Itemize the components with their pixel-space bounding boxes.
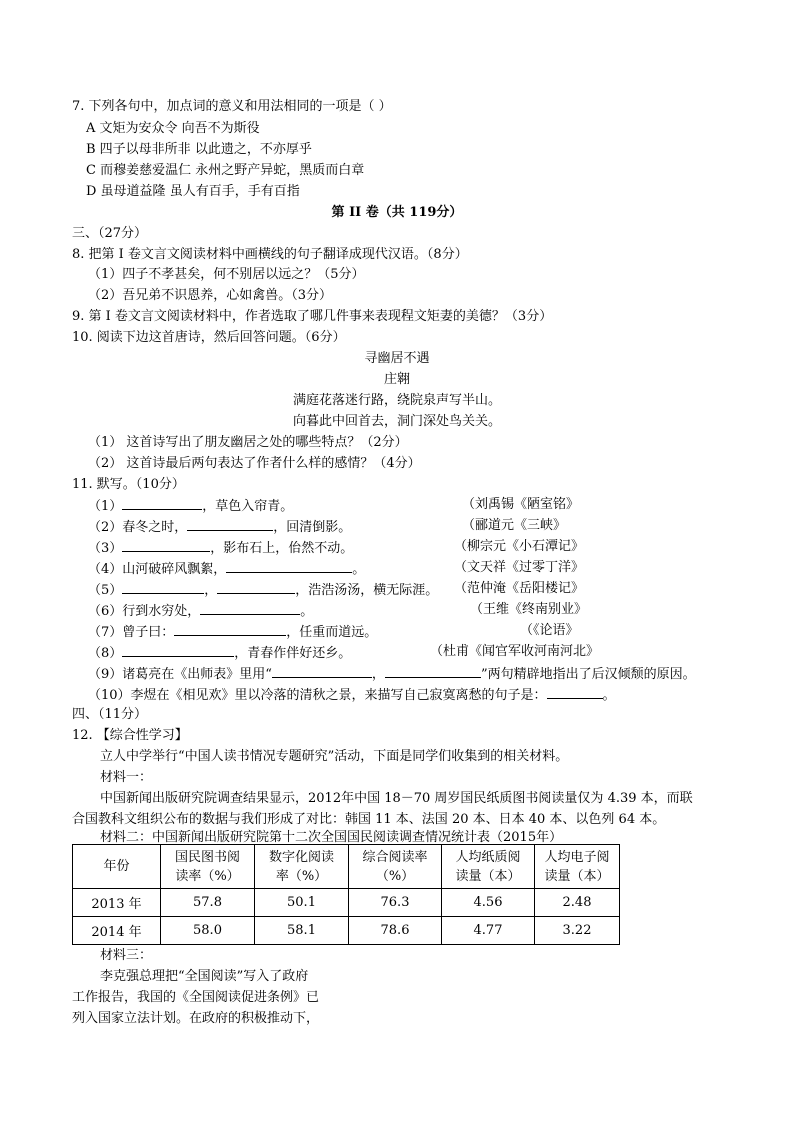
table-row: [73, 917, 620, 945]
q10-item-1: （1） 这首诗写出了朋友幽居之处的哪些特点？（2分）: [88, 435, 408, 450]
poem-title: 寻幽居不遇: [364, 351, 430, 366]
table-cell: 50.1: [255, 889, 349, 917]
table-header-row: [73, 845, 620, 889]
q11-item-5: （5） ， ，浩浩汤汤，横无际涯。: [88, 580, 438, 599]
q11-source-1: （刘禹锡《陋室铭》: [462, 497, 580, 512]
part4-heading: 四、（11分）: [72, 707, 148, 722]
table-header-cell: 人均电子阅 读量（本）: [535, 845, 620, 889]
table-cell: 4.77: [442, 917, 535, 945]
q11-item-6: （6）行到水穷处， 。: [88, 601, 313, 620]
table-cell: 2014 年: [73, 917, 161, 945]
q12-stem: 12. 【综合性学习】: [72, 728, 188, 743]
q11-item-9: （9）诸葛亮在《出师表》里用“ ， ”两句精辟地指出了后汉倾颓的原因。: [88, 664, 696, 683]
table-cell: 4.56: [442, 889, 535, 917]
table-header-cell: 人均纸质阅 读量（本）: [442, 845, 535, 889]
q11-item-3: （3） ，影布石上，佁然不动。: [88, 538, 353, 557]
q7-option-d: D 虽母道益隆 虽人有百手，手有百指: [86, 184, 300, 199]
table-cell: 78.6: [349, 917, 442, 945]
q11-item-10: （10）李煜在《相见欢》里以冷落的清秋之景，来描写自己寂寞离愁的句子是： 。: [88, 685, 616, 704]
q12-intro: 立人中学举行“中国人读书情况专题研究”活动，下面是同学们收集到的相关材料。: [100, 749, 569, 764]
q11-item-1: （1） ，草色入帘青。: [88, 496, 293, 515]
answer-blank[interactable]: [226, 559, 352, 573]
table-cell: 58.0: [161, 917, 255, 945]
table-cell: 2013 年: [73, 889, 161, 917]
q11-stem: 11. 默写。（10分）: [72, 477, 185, 492]
q11-source-3: （柳宗元《小石潭记》: [454, 539, 585, 554]
answer-blank[interactable]: [122, 538, 210, 552]
material-3-label: 材料三：: [100, 948, 153, 963]
q8-stem: 8. 把第 I 卷文言文阅读材料中画横线的句子翻译成现代汉语。（8分）: [72, 247, 468, 262]
table-cell: 3.22: [535, 917, 620, 945]
answer-blank[interactable]: [272, 664, 372, 678]
table-header-cell: 年份: [73, 845, 161, 889]
part3-heading: 三、（27分）: [72, 226, 148, 241]
q11-item-8: （8） ，青春作伴好还乡。: [88, 643, 351, 662]
table-cell: 58.1: [255, 917, 349, 945]
answer-blank[interactable]: [385, 664, 481, 678]
q9-stem: 9. 第 I 卷文言文阅读材料中，作者选取了哪几件事来表现程文矩妻的美德？（3分）: [72, 309, 553, 324]
answer-blank[interactable]: [122, 643, 234, 657]
answer-blank[interactable]: [174, 622, 286, 636]
q11-item-4: （4）山河破碎风飘絮， 。: [88, 559, 365, 578]
material-1-line-1: 中国新闻出版研究院调查结果显示，2012年中国 18－70 周岁国民纸质图书阅读量仅为 4.39 本，而联: [100, 791, 693, 806]
q8-item-1: （1）四子不孝甚矣，何不别居以远之？（5分）: [88, 267, 365, 282]
answer-blank[interactable]: [217, 580, 295, 594]
poem-author: 庄翱: [383, 372, 410, 387]
q11-source-2: （郦道元《三峡》: [462, 518, 567, 533]
poem-line-1: 满庭花落迷行路，绕院泉声写半山。: [292, 393, 501, 408]
q11-source-8: （杜甫《闻官军收河南河北》: [430, 644, 600, 659]
q11-source-4: （文天祥《过零丁洋》: [454, 560, 585, 575]
answer-blank[interactable]: [200, 601, 300, 615]
material-2-title: 材料二：中国新闻出版研究院第十二次全国国民阅读调查情况统计表（2015年）: [100, 830, 563, 845]
q7-option-a: A 文矩为安众令 向吾不为斯役: [86, 121, 260, 136]
q8-item-2: （2）吾兄弟不识恩养，心如禽兽。（3分）: [88, 288, 333, 303]
answer-blank[interactable]: [547, 685, 603, 699]
q7-option-b: B 四子以母非所非 以此遗之，不亦厚乎: [86, 142, 312, 157]
reading-stats-table: [72, 844, 620, 945]
q11-source-7: （《论语》: [520, 623, 579, 638]
answer-blank[interactable]: [187, 517, 273, 531]
poem-line-2: 向暮此中回首去，洞门深处鸟关关。: [292, 414, 501, 429]
material-1-label: 材料一：: [100, 770, 153, 785]
answer-blank[interactable]: [122, 496, 202, 510]
q10-stem: 10. 阅读下边这首唐诗，然后回答问题。（6分）: [72, 330, 346, 345]
q7-stem: 7. 下列各句中，加点词的意义和用法相同的一项是（ ）: [72, 99, 392, 114]
material-3-line-3: 列入国家立法计划。在政府的积极推动下，: [72, 1011, 320, 1026]
table-header-cell: 国民图书阅 读率（%）: [161, 845, 255, 889]
answer-blank[interactable]: [122, 580, 204, 594]
material-3-line-1: 李克强总理把“全国阅读”写入了政府: [100, 969, 309, 984]
q7-option-c: C 而穆姜慈爱温仁 永州之野产异蛇，黑质而白章: [86, 163, 365, 178]
table-header-cell: 综合阅读率 （%）: [349, 845, 442, 889]
q11-source-6: （王维《终南别业》: [470, 602, 588, 617]
table-cell: 76.3: [349, 889, 442, 917]
q11-source-5: （范仲淹《岳阳楼记》: [454, 581, 585, 596]
table-cell: 2.48: [535, 889, 620, 917]
table-cell: 57.8: [161, 889, 255, 917]
table-header-cell: 数字化阅读 率（%）: [255, 845, 349, 889]
q10-item-2: （2） 这首诗最后两句表达了作者什么样的感情？（4分）: [88, 456, 421, 471]
material-3-line-2: 工作报告，我国的《全国阅读促进条例》已: [72, 990, 320, 1005]
material-1-line-2: 合国教科文组织公布的数据与我们形成了对比：韩国 11 本、法国 20 本、日本 40 本、以色列 64 本。: [72, 812, 666, 827]
q11-item-7: （7）曾子曰： ，任重而道远。: [88, 622, 377, 641]
table-row: [73, 889, 620, 917]
q11-item-2: （2）春冬之时， ，回清倒影。: [88, 517, 351, 536]
section-2-title: 第 II 卷（共 119分）: [331, 205, 463, 220]
